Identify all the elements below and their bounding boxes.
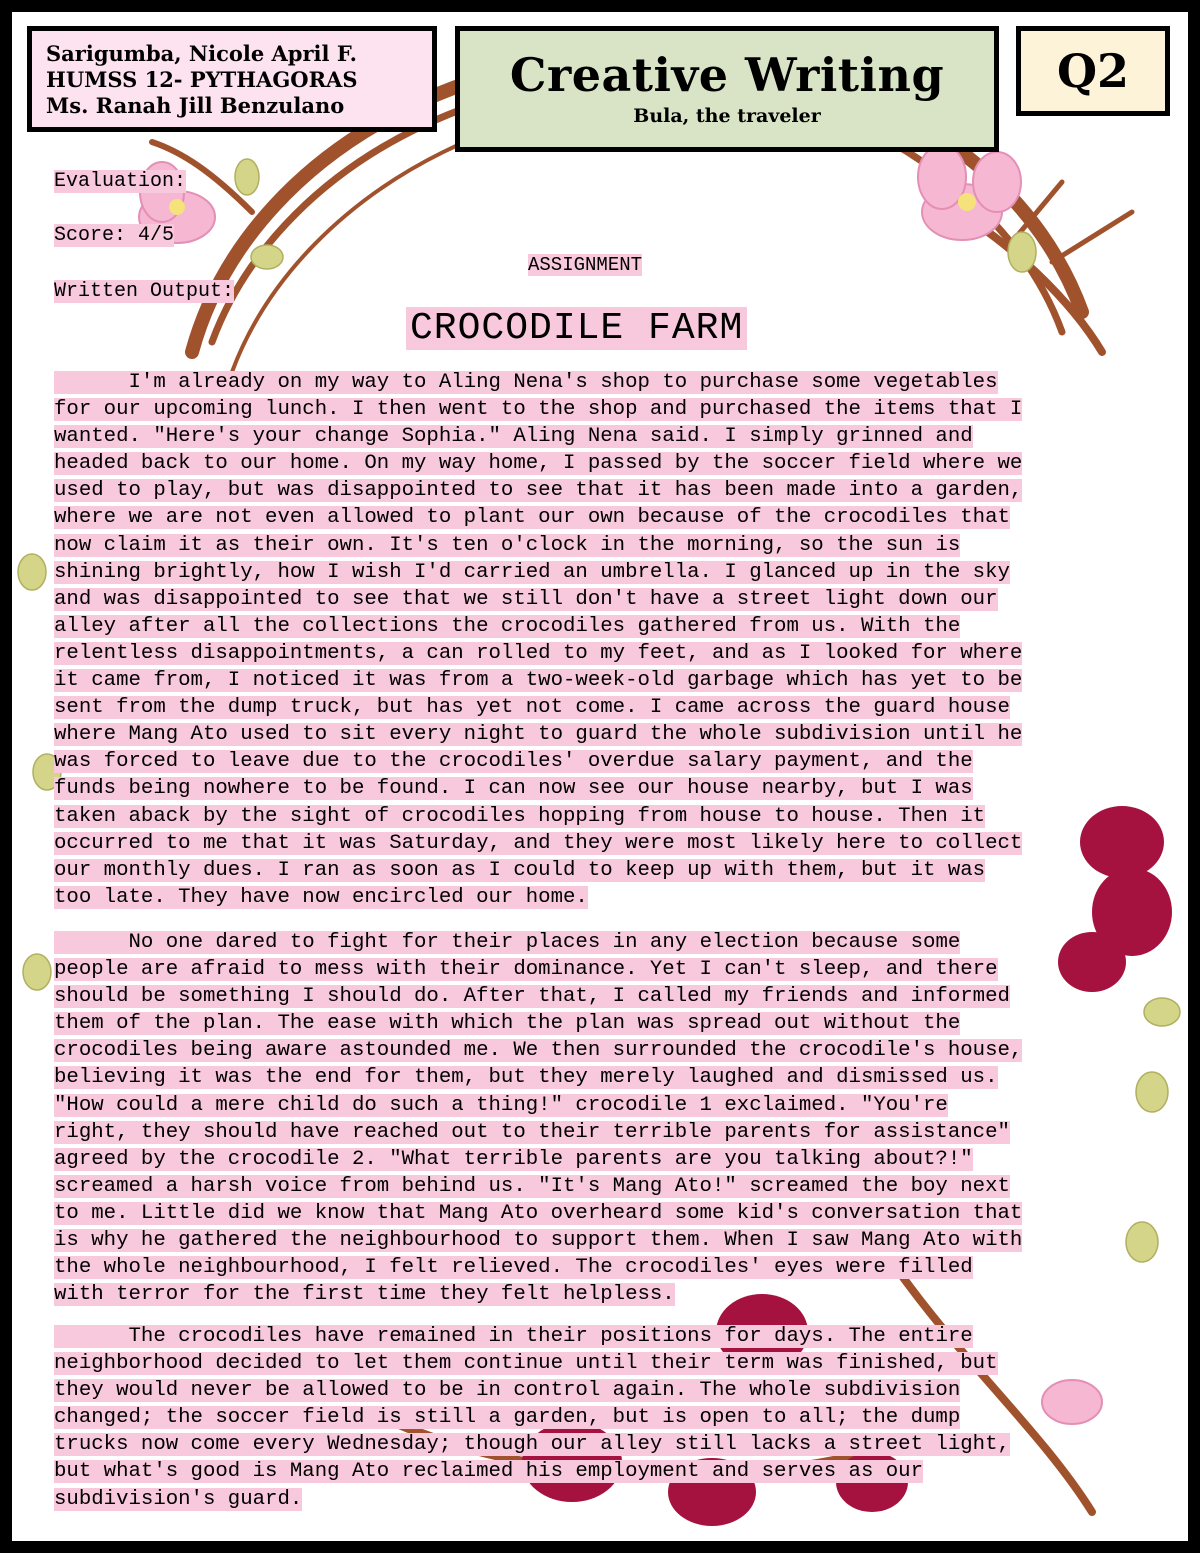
score-value: Score: 4/5 [54, 224, 175, 247]
quarter-box [1016, 26, 1170, 116]
story-paragraph-1 [54, 369, 1134, 911]
paragraph-text: No one dared to fight for their places in any election because some people are afraid to mess with their dominance. Yet I can't sleep, and there should be something I should do. After that, I called my friends and informed them of the plan. The ease with which the plan was spread out without the crocodiles being aware astounded me. We then surrounded the crocodile's house, believing it was the end for them, but they merely laughed and dismissed us. "How could a mere child do such a thing!" crocodile 1 exclaimed. "You're right, they should have reached out to their terrible parents for assistance" agreed by the crocodile 2. "What terrible parents are you talking about?!" screamed a harsh voice from behind us. "It's Mang Ato!" screamed the boy next to me. Little did we know that Mang Ato overheard some kid's conversation that is why he gathered the neighbourhood to support them. When I saw Mang Ato with the whole neighbourhood, I felt relieved. The crocodiles' eyes were filled with terror for the first time they felt helpless. [54, 931, 1023, 1307]
subject-title: Creative Writing [509, 48, 945, 102]
quarter-label: Q2 [1056, 44, 1130, 98]
evaluation-label-row [54, 170, 186, 193]
story-title: CROCODILE FARM [406, 307, 747, 350]
subject-box [455, 26, 999, 152]
student-section: HUMSS 12- PYTHAGORAS [46, 67, 358, 92]
written-output-row [54, 280, 234, 303]
assignment-page [12, 12, 1188, 1541]
student-name: Sarigumba, Nicole April F. [46, 41, 357, 66]
assignment-heading [528, 254, 642, 276]
student-info-box [27, 26, 437, 132]
subject-subtitle: Bula, the traveler [633, 105, 821, 127]
teacher-name: Ms. Ranah Jill Benzulano [46, 93, 345, 118]
score-row [54, 224, 174, 247]
assignment-label: ASSIGNMENT [528, 254, 643, 276]
evaluation-label: Evaluation: [54, 170, 187, 193]
story-paragraph-2 [54, 929, 1134, 1308]
paragraph-text: The crocodiles have remained in their positions for days. The entire neighborhood decided to let them continue until their term was finished, but they would never be allowed to be in control again. The whole subdivision changed; the soccer field is still a garden, but is open to all; the dump trucks now come every Wednesday; though our alley still lacks a street light, but what's good is Mang Ato reclaimed his employment and serves as our subdivision's guard. [54, 1325, 1010, 1511]
paragraph-text: I'm already on my way to Aling Nena's shop to purchase some vegetables for our upcoming lunch. I then went to the shop and purchased the items that I wanted. "Here's your change Sophia." Aling Nena said. I simply grinned and headed back to our home. On my way home, I passed by the soccer field where we used to play, but was disappointed to see that it has been made into a garden, where we are not even allowed to plant our own because of the crocodiles that now claim it as their own. It's ten o'clock in the morning, so the sun is shining brightly, how I wish I'd carried an umbrella. I glanced up in the sky and was disappointed to see that we still don't have a street light down our alley after all the collections the crocodiles gathered from us. With the relentless disappointments, a can rolled to my feet, and as I looked for where it came from, I noticed it was from a two-week-old garbage which has yet to be sent from the dump truck, but has yet not come. I came across the guard house where Mang Ato used to sit every night to guard the whole subdivision until he was forced to leave due to the crocodiles' overdue salary payment, and the funds being nowhere to be found. I can now see our house nearby, but I was taken aback by the sight of crocodiles hopping from house to house. Then it occurred to me that it was Saturday, and they were most likely here to collect our monthly dues. I ran as soon as I could to keep up with them, but it was too late. They have now encircled our home. [54, 371, 1023, 909]
story-paragraph-3 [54, 1323, 1134, 1513]
written-output-label: Written Output: [54, 280, 235, 303]
